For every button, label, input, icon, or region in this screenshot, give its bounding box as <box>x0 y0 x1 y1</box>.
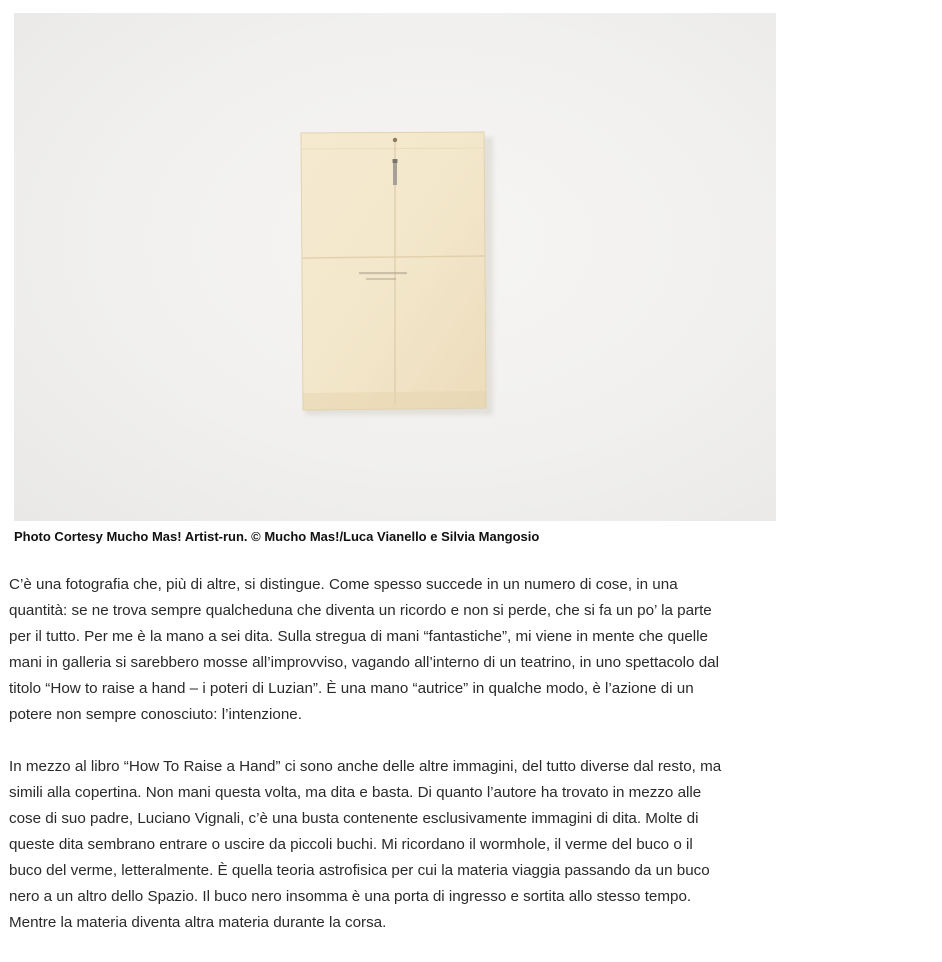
text-line: buco del verme, letteralmente. È quella teoria astrofisica per cui la materia viaggia passando da un buco <box>9 862 710 879</box>
paragraph <box>9 572 799 728</box>
photo-caption: Photo Cortesy Mucho Mas! Artist-run. © Mucho Mas!/Luca Vianello e Silvia Mangosio <box>14 529 540 544</box>
text-line: mani in galleria si sarebbero mosse all’improvviso, vagando all’interno di un teatrino, in uno spettacolo dal <box>9 654 719 671</box>
text-line: potere non sempre conosciuto: l’intenzione. <box>9 706 302 723</box>
article-body <box>9 572 799 962</box>
envelope-button <box>393 138 397 142</box>
text-line: simili alla copertina. Non mani questa volta, ma dita e basta. Di quanto l’autore ha trovato in mezzo alle <box>9 784 702 801</box>
envelope-photo <box>14 13 776 521</box>
text-line: Mentre la materia diventa altra materia durante la corsa. <box>9 914 387 931</box>
text-line: per il tutto. Per me è la mano a sei dita. Sulla stregua di mani “fantastiche”, mi viene in mente che quelle <box>9 628 708 645</box>
paragraph <box>9 754 799 936</box>
text-line: In mezzo al libro “How To Raise a Hand” ci sono anche delle altre immagini, del tutto diverse dal resto, ma <box>9 758 722 775</box>
text-line: quantità: se ne trova sempre qualcheduna che diventa un ricordo e non si perde, che si fa un po’ la parte <box>9 602 712 619</box>
text-line: C’è una fotografia che, più di altre, si distingue. Come spesso succede in un numero di cose, in una <box>9 576 678 593</box>
text-line: titolo “How to raise a hand – i poteri di Luzian”. È una mano “autrice” in qualche modo, è l’azione di un <box>9 680 694 697</box>
article-photo <box>14 13 776 521</box>
text-line: nero a un altro dello Spazio. Il buco nero insomma è una porta di ingresso e sortita allo stesso tempo. <box>9 888 692 905</box>
text-line: cose di suo padre, Luciano Vignali, c’è una busta contenente esclusivamente immagini di dita. Molte di <box>9 810 699 827</box>
text-line: queste dita sembrano entrare o uscire da piccoli buchi. Mi ricordano il wormhole, il verme del buco o il <box>9 836 693 853</box>
